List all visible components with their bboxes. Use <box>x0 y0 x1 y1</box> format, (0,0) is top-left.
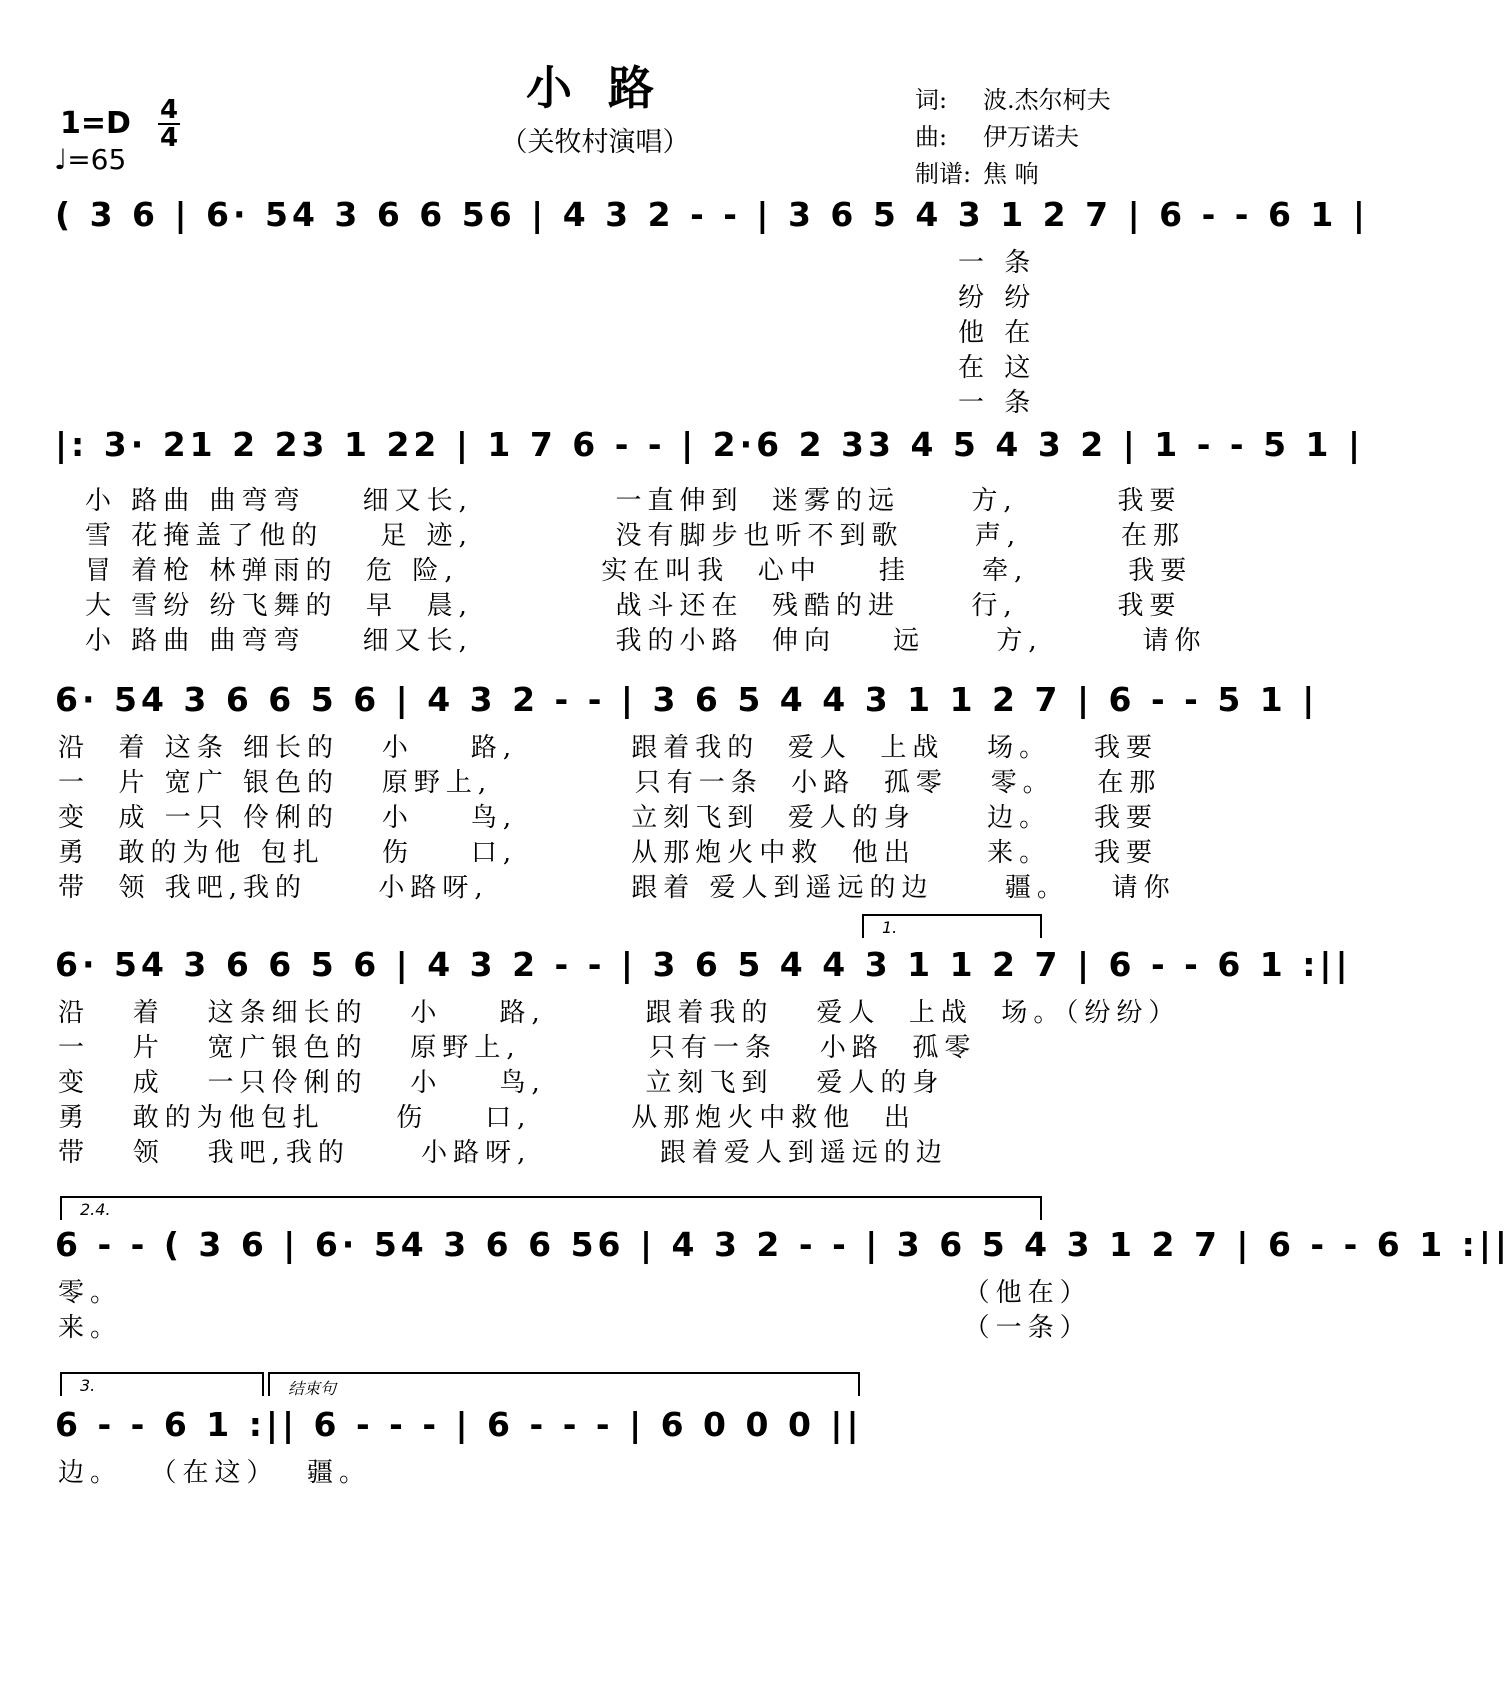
intro-lyric-4: 在 这 <box>958 353 1037 383</box>
lyric-4-5: 带 领 我吧,我的 小路呀, 跟着爱人到遥远的边 <box>58 1138 948 1168</box>
intro-lyric-2: 纷 纷 <box>958 283 1037 313</box>
lyric-2-4: 大 雪纷 纷飞舞的 早 晨, 战斗还在 残酷的进 行, 我要 <box>85 591 1182 621</box>
lyricist-line <box>915 82 1111 119</box>
notes-line-5: 6 - - ( 3 6 | 6· 54 3 6 6 56 | 4 3 2 - - | 3 6 5 4 3 1 2 7 | 6 - - 6 1 :|| <box>55 1225 1511 1264</box>
time-bottom: 4 <box>159 123 179 153</box>
composer: 伊万诺夫 <box>983 123 1079 151</box>
credits <box>915 82 1111 193</box>
lyric-3-1: 沿 着 这条 细长的 小 路, 跟着我的 爱人 上战 场。 我要 <box>58 733 1158 763</box>
notes-line-6: 6 - - 6 1 :|| 6 - - - | 6 - - - | 6 0 0 0 || <box>55 1405 863 1444</box>
volta-2-4: 2.4. <box>60 1196 1042 1220</box>
lyricist-label: 词: <box>915 86 948 114</box>
lyric-2-2: 雪 花掩盖了他的 足 迹, 没有脚步也听不到歌 声, 在那 <box>85 521 1185 551</box>
arranger-line <box>915 156 1111 193</box>
intro-lyric-3: 他 在 <box>958 318 1037 348</box>
composer-line <box>915 119 1111 156</box>
ending-bracket: 结束句 <box>268 1372 860 1396</box>
arranger-label: 制谱: <box>915 160 972 188</box>
lyric-2-3: 冒 着枪 林弹雨的 危 险, 实在叫我 心中 挂 牵, 我要 <box>85 556 1193 586</box>
lyric-4-2: 一 片 宽广银色的 原野上, 只有一条 小路 孤零 <box>58 1033 977 1063</box>
lyricist: 波.杰尔柯夫 <box>983 86 1111 114</box>
song-subtitle: （关牧村演唱） <box>500 127 690 158</box>
composer-label: 曲: <box>915 123 948 151</box>
intro-lyric-5: 一 条 <box>958 388 1037 418</box>
lyric-2-1: 小 路曲 曲弯弯 细又长, 一直伸到 迷雾的远 方, 我要 <box>85 486 1182 516</box>
arranger: 焦 响 <box>983 160 1039 188</box>
lyric-3-3: 变 成 一只 伶俐的 小 鸟, 立刻飞到 爱人的身 边。 我要 <box>58 803 1158 833</box>
intro-lyric-1: 一 条 <box>958 248 1037 278</box>
volta-1: 1. <box>862 914 1042 938</box>
tempo-mark: ♩=65 <box>54 143 127 176</box>
notes-line-3: 6· 54 3 6 6 5 6 | 4 3 2 - - | 3 6 5 4 4 3 1 1 2 7 | 6 - - 5 1 | <box>55 680 1319 719</box>
notes-line-2: |: 3· 21 2 23 1 22 | 1 7 6 - - | 2·6 2 33 4 5 4 3 2 | 1 - - 5 1 | <box>55 425 1365 464</box>
song-title: 小 路 <box>525 61 664 115</box>
score-line-2 <box>55 425 1365 485</box>
lyric-4-3: 变 成 一只伶俐的 小 鸟, 立刻飞到 爱人的身 <box>58 1068 945 1098</box>
time-signature <box>158 95 180 153</box>
key-signature: 1=D <box>60 106 131 141</box>
lyric-6-1: 边。 （在这） 疆。 <box>58 1458 372 1488</box>
lyric-3-4: 勇 敢的为他 包扎 伤 口, 从那炮火中救 他出 来。 我要 <box>58 838 1158 868</box>
lyric-5-1: 零。 （他在） <box>58 1278 1092 1308</box>
notes-line-1: ( 3 6 | 6· 54 3 6 6 56 | 4 3 2 - - | 3 6 5 4 3 1 2 7 | 6 - - 6 1 | <box>55 195 1369 234</box>
lyric-3-2: 一 片 宽广 银色的 原野上, 只有一条 小路 孤零 零。 在那 <box>58 768 1162 798</box>
lyric-4-1: 沿 着 这条细长的 小 路, 跟着我的 爱人 上战 场。（纷纷） <box>58 998 1181 1028</box>
lyric-4-4: 勇 敢的为他包扎 伤 口, 从那炮火中救他 出 <box>58 1103 916 1133</box>
notes-line-4: 6· 54 3 6 6 5 6 | 4 3 2 - - | 3 6 5 4 4 3 1 1 2 7 | 6 - - 6 1 :|| <box>55 945 1352 984</box>
lyric-5-2: 来。 （一条） <box>58 1313 1092 1343</box>
lyric-2-5: 小 路曲 曲弯弯 细又长, 我的小路 伸向 远 方, 请你 <box>85 626 1207 656</box>
lyric-3-5: 带 领 我吧,我的 小路呀, 跟着 爱人到遥远的边 疆。 请你 <box>58 873 1176 903</box>
volta-3: 3. <box>60 1372 264 1396</box>
time-top: 4 <box>159 95 179 125</box>
